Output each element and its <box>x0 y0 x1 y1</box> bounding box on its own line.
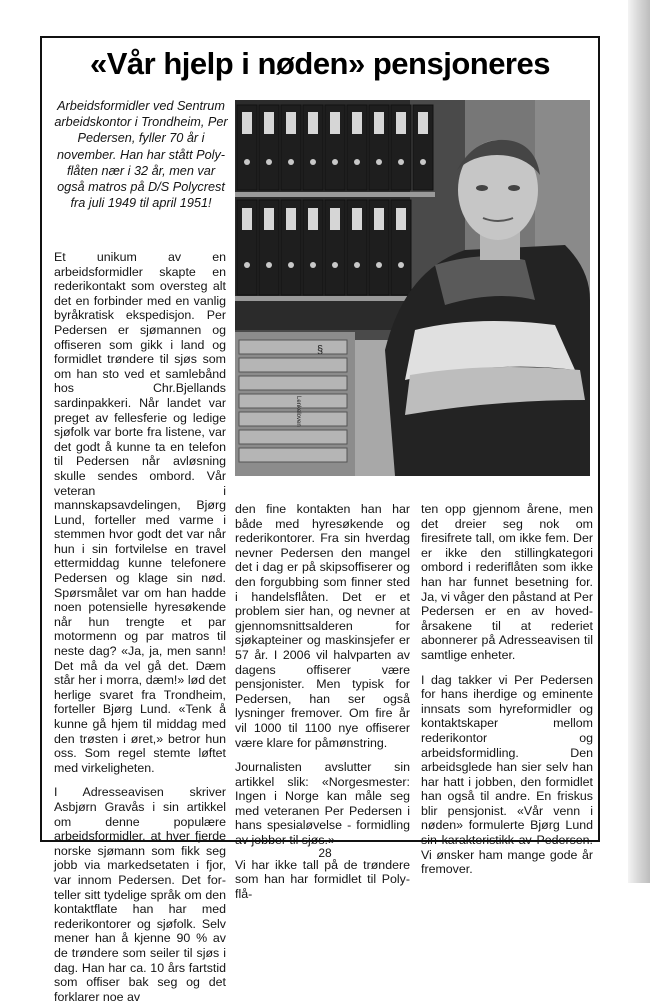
paragraph: Journalisten avslutter sin artikkel slik: «Norgesmester: Ingen i Norge kan måle seg med veteranen Per Pedersen i hans spesialøvelse - formidling av jobber til sjøs.» <box>235 760 410 848</box>
article-column-2 <box>235 502 410 901</box>
article-column-1 <box>54 250 226 1004</box>
tray-label: Lenkeloven <box>295 396 301 427</box>
paragraph: Et unikum av en arbeidsformidler skapte en rederikontakt som oversteg alt det en forbinder med en vanlig byråkratisk ekspedisjon. Per Pedersen er sjømannen og offiseren som gikk i land og formidlet trøndere til sjøs som om han sto ved et samlebånd hos Chr.Bjellands sardinpakkeri. Når landet var preget av fellesferie og ledige sjøfolk var borte fra listene, var det godt å kunne ta en telefon til Pedersen når avløsning skulle sendes ombord. Vår veteran i mannskapsavdelingen, Bjørg Lund, forteller med varme i stemmen hvor godt det var når hun i sin fortvilelse en travel ettermiddag kunne telefonere Pedersen og klage sin nød. Spørsmålet var om han hadde noen potensielle hyresøkende når hun trengte et par motormenn og par matros til neste dag? «Ja, ja, men sann! Det må da vel gå det. Dæm står her i morra, dæm!» lød det herlige svaret fra Trondheim, forteller Bjørg Lund. «Tenk å kunne gå hjem til middag med den trøsten i øret,» betror hun oss. Som regel stemte løftet med virkeligheten. <box>54 250 226 775</box>
paragraph: I Adresseavisen skriver Asbjørn Gravås i sin artikkel om denne populære arbeidsformidler, at hver fjerde norske sjømann som fikk seg jobb via markedsetaten i fjor, var innom Pedersen. Det forteller sitt tydelige språk om den kontaktflate han har med rederikontorer og sjøfolk. Selv mener han å kjenne 90 % av de trøndere som seiler til sjøs i dag. Han har ca. 10 års fartstid som offiser bak seg og det forklarer noe av <box>54 785 226 1004</box>
paragraph: Vi har ikke tall på de trøndere som han har formidlet til Poly-flå- <box>235 857 410 901</box>
scan-edge <box>628 0 650 883</box>
portrait-photo <box>235 100 590 476</box>
shelf-label: § <box>317 344 324 356</box>
headline: «Vår hjelp i nøden» pensjoneres <box>90 46 550 81</box>
paragraph: ten opp gjennom årene, men det dreier seg nok om firesifrete tall, om ikke fem. Der er ikke den stillingkategori ombord i rederiflåten som ikke han har funnet besetning for. Ja, vi våger den påstand at Per Pedersen er en av hovedårsakene til at rederiet abonnerer på Adresseavisen til samtlige enheter. <box>421 502 593 662</box>
article-column-3 <box>421 502 593 877</box>
paragraph: I dag takker vi Per Pedersen for hans iherdige og eminente innsats som hyreformidler og kontaktskaper mellom rederikontor og arbeidsformidling. Den arbeidsglede han sier selv han har hatt i jobben, den formidlet han også til andre. En friskus blir pensjonist. «Vår venn i nøden» formulerte Bjørg Lund sin karakteristikk av Pedersen. Vi ønsker ham mange gode år fremover. <box>421 672 593 877</box>
page-number: 28 <box>318 846 332 860</box>
paragraph: den fine kontakten han har både med hyresøkende og rederikontorer. Fra sin hverdag nevner Pedersen den mangel det i dag er på skipsoffiserer og den forgubbing som finner sted i handelsflåten. Det er et problem sier han, og nevner at gjennomsnittsalderen for sjøkapteiner og maskinsjefer er 57 år. I 2006 vil halvparten av dagens offiserer være pensjonister. Men typisk for Pedersen, han ser også lysninger fremover. Om fire år vil 1000 til 1100 nye offiserer være klare for påmønstring. <box>235 502 410 750</box>
intro-text: Arbeidsformidler ved Sentrum arbeidskontor i Trondheim, Per Pedersen, fyller 70 år i november. Han har stått Poly-flåten nær i 32 år, men var også matros på D/S Polycrest fra juli 1949 til april 1951! <box>54 99 228 211</box>
